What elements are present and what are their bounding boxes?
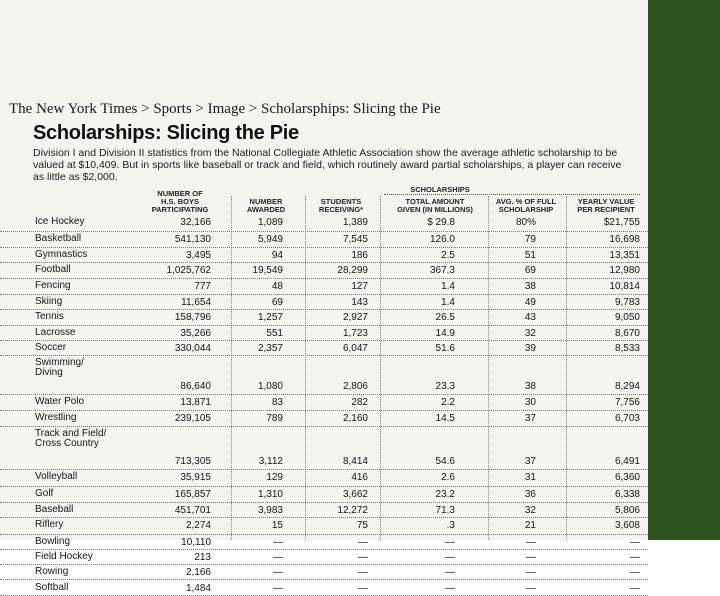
cell-hs: 35,266 xyxy=(180,328,211,339)
cell-hs: 330,044 xyxy=(174,343,211,354)
cell-total: .3 xyxy=(446,520,455,531)
cell-yearly: 8,670 xyxy=(614,328,640,339)
cell-receiving: 12,272 xyxy=(337,505,368,516)
table-row xyxy=(0,309,648,326)
cell-total: 2.2 xyxy=(441,397,455,408)
cell-receiving: 8,414 xyxy=(342,456,368,467)
cell-receiving: 6,047 xyxy=(342,343,368,354)
cell-avg: 38 xyxy=(524,381,536,392)
cell-total: — xyxy=(445,552,455,563)
sport-name: Rowing xyxy=(35,566,69,577)
cell-awarded: — xyxy=(273,537,283,548)
cell-yearly: — xyxy=(630,567,640,578)
cell-receiving: 7,545 xyxy=(342,234,368,245)
cell-avg: 32 xyxy=(524,505,536,516)
cell-yearly: 3,608 xyxy=(614,520,640,531)
cell-avg: 43 xyxy=(524,312,536,323)
article-title: Scholarships: Slicing the Pie xyxy=(33,122,299,144)
cell-yearly: $21,755 xyxy=(603,217,640,228)
cell-hs: 2,166 xyxy=(185,567,211,578)
cell-hs: 10,110 xyxy=(181,537,211,548)
cell-avg: 80% xyxy=(515,217,536,228)
cell-receiving: 2,160 xyxy=(342,413,368,424)
cell-receiving: 28,299 xyxy=(337,265,368,276)
cell-awarded: 2,357 xyxy=(257,343,283,354)
cell-avg: 49 xyxy=(524,297,536,308)
cell-awarded: 1,089 xyxy=(257,217,283,228)
cell-hs: 713,305 xyxy=(174,456,211,467)
sport-name: Water Polo xyxy=(35,396,85,407)
cell-avg: 51 xyxy=(524,250,536,261)
table-row xyxy=(0,517,648,535)
cell-awarded: 551 xyxy=(266,328,283,339)
header-avg-percent: AVG. % OF FULL SCHOLARSHIP xyxy=(495,197,557,214)
cell-avg: 79 xyxy=(524,234,536,245)
table-row xyxy=(0,486,648,503)
sport-name: Field Hockey xyxy=(35,551,93,562)
cell-awarded: 3,112 xyxy=(258,456,283,467)
cell-hs: 35,915 xyxy=(180,472,211,483)
cell-total: — xyxy=(445,567,455,578)
cell-total: 71.3 xyxy=(435,505,455,516)
cell-avg: 39 xyxy=(524,343,536,354)
header-scholarships-group: SCHOLARSHIPS xyxy=(410,185,470,194)
table-row xyxy=(0,426,648,470)
cell-receiving: 127 xyxy=(351,281,368,292)
cell-avg: 36 xyxy=(524,489,536,500)
cell-yearly: 6,360 xyxy=(614,472,640,483)
sport-name: Tennis xyxy=(35,311,64,322)
cell-avg: — xyxy=(526,567,536,578)
header-number-awarded: NUMBER AWARDED xyxy=(246,197,286,214)
cell-yearly: 9,050 xyxy=(614,312,640,323)
cell-awarded: 83 xyxy=(271,397,283,408)
cell-hs: 11,654 xyxy=(181,297,211,308)
cell-hs: 1,025,762 xyxy=(166,265,211,276)
cell-yearly: 8,533 xyxy=(614,343,640,354)
cell-hs: 86,640 xyxy=(180,381,211,392)
cell-hs: 158,796 xyxy=(174,312,211,323)
sport-name: Wrestling xyxy=(35,412,77,423)
cell-total: $ 29.8 xyxy=(427,217,455,228)
cell-hs: 451,701 xyxy=(174,505,211,516)
cell-yearly: 9,783 xyxy=(614,297,640,308)
cell-total: — xyxy=(445,537,455,548)
cell-total: 14.9 xyxy=(435,328,455,339)
cell-awarded: — xyxy=(273,567,283,578)
cell-avg: 38 xyxy=(524,281,536,292)
sport-name: Soccer xyxy=(35,342,67,353)
cell-hs: 165,857 xyxy=(174,489,211,500)
table-row xyxy=(0,502,648,518)
header-yearly-value: YEARLY VALUE PER RECIPIENT xyxy=(577,197,635,214)
cell-awarded: 789 xyxy=(266,413,283,424)
article-intro: Division I and Division II statistics from the National Collegiate Athletic Association show the average athletic scholarship to be valued at $10,409. But in sports like baseball or track and field, which routinely award partial scholarships, a player can receive as little as $2,000. xyxy=(33,147,622,183)
table-row xyxy=(0,214,648,232)
cell-receiving: 2,806 xyxy=(342,381,368,392)
cell-hs: 213 xyxy=(194,552,211,563)
cell-awarded: 19,549 xyxy=(252,265,283,276)
breadcrumb[interactable]: The New York Times > Sports > Image > Scholarsphips: Slicing the Pie xyxy=(9,101,441,117)
cell-awarded: 3,983 xyxy=(257,505,283,516)
cell-hs: 541,130 xyxy=(174,234,211,245)
cell-yearly: 6,703 xyxy=(614,413,640,424)
table-row xyxy=(0,247,648,263)
cell-awarded: — xyxy=(273,552,283,563)
cell-receiving: 416 xyxy=(351,472,368,483)
cell-receiving: 282 xyxy=(351,397,368,408)
cell-total: 126.0 xyxy=(429,234,455,245)
cell-awarded: 5,949 xyxy=(257,234,283,245)
cell-hs: 2,274 xyxy=(185,520,211,531)
table-row xyxy=(0,469,648,487)
cell-awarded: 1,310 xyxy=(257,489,283,500)
cell-awarded: 94 xyxy=(271,250,283,261)
cell-awarded: 1,080 xyxy=(257,381,283,392)
table-row xyxy=(0,355,648,395)
cell-receiving: 2,927 xyxy=(342,312,368,323)
cell-receiving: 75 xyxy=(356,520,368,531)
cell-receiving: 143 xyxy=(351,297,368,308)
cell-avg: 37 xyxy=(524,413,536,424)
cell-yearly: — xyxy=(630,583,640,594)
cell-awarded: 1,257 xyxy=(257,312,283,323)
table-row xyxy=(0,262,648,279)
cell-avg: 21 xyxy=(524,520,536,531)
cell-awarded: 48 xyxy=(271,281,283,292)
cell-receiving: — xyxy=(358,537,368,548)
header-students-receiving: STUDENTS RECEIVING* xyxy=(318,197,364,214)
sport-name: Softball xyxy=(35,582,69,593)
cell-yearly: 6,338 xyxy=(614,489,640,500)
cell-awarded: 129 xyxy=(266,472,283,483)
table-row xyxy=(0,580,648,596)
cell-receiving: — xyxy=(358,552,368,563)
cell-receiving: — xyxy=(358,567,368,578)
table-row xyxy=(0,394,648,411)
table-row xyxy=(0,231,648,248)
sport-name: Gymnastics xyxy=(35,249,88,260)
cell-yearly: — xyxy=(630,552,640,563)
cell-avg: 37 xyxy=(524,456,536,467)
cell-total: 14.5 xyxy=(435,413,455,424)
cell-hs: 32,166 xyxy=(180,217,211,228)
cell-yearly: — xyxy=(630,537,640,548)
cell-total: 23.3 xyxy=(435,381,455,392)
cell-hs: 239,105 xyxy=(174,413,211,424)
cell-yearly: 13,351 xyxy=(609,250,640,261)
cell-awarded: — xyxy=(273,583,283,594)
cell-receiving: 186 xyxy=(351,250,368,261)
sport-name: Fencing xyxy=(35,280,71,291)
cell-receiving: 1,389 xyxy=(342,217,368,228)
cell-yearly: 16,698 xyxy=(609,234,640,245)
cell-avg: 31 xyxy=(524,472,536,483)
cell-yearly: 10,814 xyxy=(609,281,640,292)
slide-side-bar xyxy=(648,0,720,540)
table-row xyxy=(0,325,648,341)
cell-total: 2.5 xyxy=(441,250,455,261)
cell-receiving: 1,723 xyxy=(342,328,368,339)
cell-avg: 32 xyxy=(524,328,536,339)
sport-name: Track and Field/ Cross Country xyxy=(35,428,107,449)
cell-hs: 13,871 xyxy=(180,397,211,408)
cell-hs: 1,484 xyxy=(185,583,211,594)
table-row xyxy=(0,564,648,580)
sport-name: Basketball xyxy=(35,233,82,244)
cell-hs: 777 xyxy=(194,281,211,292)
cell-yearly: 7,756 xyxy=(614,397,640,408)
sport-name: Volleyball xyxy=(35,471,78,482)
cell-yearly: 5,806 xyxy=(614,505,640,516)
cell-avg: — xyxy=(526,552,536,563)
cell-avg: 30 xyxy=(524,397,536,408)
cell-total: 367.3 xyxy=(429,265,455,276)
cell-total: 26.5 xyxy=(435,312,455,323)
table-row xyxy=(0,340,648,356)
cell-yearly: 12,980 xyxy=(609,265,640,276)
table-row xyxy=(0,549,648,565)
sport-name: Bowling xyxy=(35,536,71,547)
table-row xyxy=(0,410,648,427)
cell-receiving: 3,662 xyxy=(342,489,368,500)
sport-name: Riflery xyxy=(35,519,64,530)
sport-name: Swimming/ Diving xyxy=(35,357,84,378)
table-row xyxy=(0,534,648,550)
sport-name: Golf xyxy=(35,488,54,499)
cell-hs: 3,495 xyxy=(185,250,211,261)
cell-yearly: 8,294 xyxy=(614,381,640,392)
cell-awarded: 15 xyxy=(271,520,283,531)
cell-total: 1.4 xyxy=(441,281,455,292)
cell-total: 2.6 xyxy=(441,472,455,483)
cell-awarded: 69 xyxy=(271,297,283,308)
cell-yearly: 6,491 xyxy=(614,456,640,467)
cell-avg: — xyxy=(526,583,536,594)
cell-receiving: — xyxy=(358,583,368,594)
cell-total: 23.2 xyxy=(435,489,455,500)
table-row xyxy=(0,278,648,295)
cell-avg: — xyxy=(526,537,536,548)
cell-total: 51.6 xyxy=(435,343,455,354)
sport-name: Baseball xyxy=(35,504,74,515)
scholarships-group-rule xyxy=(384,194,640,195)
table-row xyxy=(0,294,648,310)
sport-name: Lacrosse xyxy=(35,327,76,338)
cell-total: 54.6 xyxy=(435,456,455,467)
cell-avg: 69 xyxy=(524,265,536,276)
header-hs-participating: NUMBER OF H.S. BOYS PARTICIPATING xyxy=(151,189,209,214)
sport-name: Skiing xyxy=(35,296,63,307)
sport-name: Ice Hockey xyxy=(35,216,85,227)
cell-total: 1.4 xyxy=(441,297,455,308)
cell-total: — xyxy=(445,583,455,594)
header-total-amount: TOTAL AMOUNT GIVEN (IN MILLIONS) xyxy=(397,197,473,214)
sport-name: Football xyxy=(35,264,71,275)
